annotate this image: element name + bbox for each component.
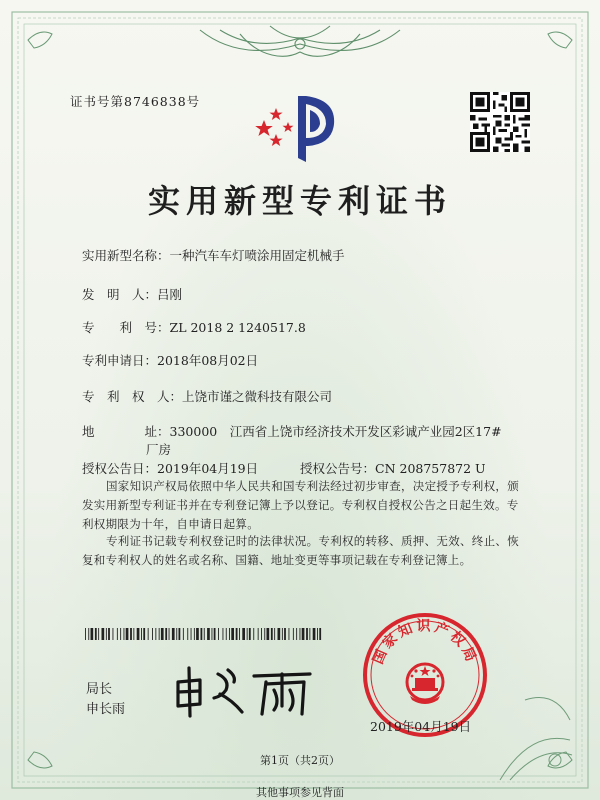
- field-value: ZL 2018 2 1240517.8: [169, 320, 306, 335]
- field-label: 实用新型名称：: [82, 248, 170, 263]
- address-line-2: 厂房: [146, 442, 172, 457]
- barcode-bar: [183, 628, 184, 640]
- field-value: 一种汽车车灯喷涂用固定机械手: [169, 248, 345, 263]
- barcode-bar: [141, 628, 142, 640]
- inventor-row: [82, 285, 182, 303]
- certificate-title: 实用新型专利证书: [147, 182, 452, 220]
- director-name: 申长雨: [86, 702, 126, 717]
- barcode-bar: [231, 628, 234, 640]
- field-value: 2018年08月02日: [157, 353, 259, 368]
- barcode-bar: [278, 628, 281, 640]
- barcode-bar: [120, 628, 121, 640]
- barcode-bar: [201, 628, 203, 640]
- barcode-bar: [249, 628, 251, 640]
- barcode-bar: [148, 628, 149, 640]
- barcode-bar: [152, 628, 153, 640]
- field-value: 吕刚: [157, 287, 183, 302]
- barcode-bar: [155, 628, 156, 640]
- barcode-bar: [126, 628, 129, 640]
- field-label: 授权公告日：: [82, 461, 158, 476]
- barcode-bar: [106, 628, 107, 640]
- patent-office-emblem-icon: [254, 86, 346, 166]
- barcode-bar: [98, 628, 99, 640]
- barcode-bar: [88, 628, 89, 640]
- patentee-row: [82, 387, 332, 405]
- field-label: 授权公告号：: [300, 461, 376, 476]
- barcode-bar: [236, 628, 238, 640]
- barcode-bar: [247, 628, 248, 640]
- barcode-bar: [91, 628, 94, 640]
- barcode-bar: [176, 628, 177, 640]
- barcode-bar: [309, 628, 310, 640]
- barcode-bar: [108, 628, 110, 640]
- barcode-bar: [187, 628, 188, 640]
- page-number: 第1页（共2页）: [260, 754, 340, 767]
- barcode-bar: [239, 628, 240, 640]
- barcode-bar: [226, 628, 227, 640]
- seal-text: 国家知识产权局: [370, 618, 480, 667]
- barcode-bar: [137, 628, 140, 640]
- barcode-bar: [284, 628, 286, 640]
- barcode-bar: [212, 628, 213, 640]
- barcode-bar: [282, 628, 283, 640]
- barcode-bar: [102, 628, 105, 640]
- barcode-bar: [172, 628, 175, 640]
- seal-date: 2019年04月19日: [370, 719, 472, 734]
- barcode-bar: [289, 628, 290, 640]
- field-value: 上饶市谨之微科技有限公司: [182, 389, 333, 404]
- barcode-bar: [271, 628, 273, 640]
- address-row: [82, 422, 502, 440]
- barcode-bar: [242, 628, 245, 640]
- field-label: 专 利 权 人：: [82, 389, 183, 404]
- field-label: 专利申请日：: [82, 353, 158, 368]
- barcode-bar: [296, 628, 297, 640]
- barcode-bar: [261, 628, 262, 640]
- grant-statement-paragraph: 国家知识产权局依照中华人民共和国专利法经过初步审查，决定授予专利权，颁发实用新型专利证书并在专利登记簿上予以登记。专利权自授权公告之日起生效。专利权期限为十年，自申请日起算。: [82, 479, 519, 531]
- barcode-bar: [204, 628, 205, 640]
- barcode-bar: [143, 628, 145, 640]
- barcode-bar: [223, 628, 224, 640]
- legal-status-paragraph: 专利证书记载专利权登记时的法律状况。专利权的转移、质押、无效、终止、恢复和专利权人的姓名或名称、国籍、地址变更等事项记载在专利登记簿上。: [82, 534, 519, 567]
- barcode-bar: [317, 628, 318, 640]
- barcode-bar: [274, 628, 275, 640]
- barcode-bar: [95, 628, 97, 640]
- barcode-bar: [300, 628, 301, 640]
- barcode-bar: [161, 628, 164, 640]
- utility-model-name-row: [82, 246, 345, 264]
- barcode-bar: [85, 628, 86, 640]
- barcode-bar: [159, 628, 160, 640]
- field-value: 330000 江西省上饶市经济技术开发区彩诚产业园2区17#: [169, 424, 502, 439]
- barcode-bar: [306, 628, 308, 640]
- top-ornament: [200, 26, 400, 56]
- barcode-bar: [267, 628, 270, 640]
- barcode-bar: [253, 628, 254, 640]
- patent-number-row: [82, 318, 306, 336]
- national-emblem-icon: [407, 664, 443, 704]
- field-value: 2019年04月19日: [157, 461, 259, 476]
- field-value: CN 208757872 U: [375, 461, 486, 476]
- barcode-bar: [113, 628, 114, 640]
- grant-date-row: [82, 459, 258, 477]
- back-note: 其他事项参见背面: [256, 786, 344, 799]
- barcode-bar: [319, 628, 321, 640]
- certificate-number: 证书号第8746838号: [70, 94, 201, 109]
- barcode-bar: [191, 628, 192, 640]
- barcode-bar: [169, 628, 170, 640]
- barcode-bar: [214, 628, 216, 640]
- barcode-bar: [293, 628, 294, 640]
- barcode-bar: [124, 628, 125, 640]
- barcode-bar: [165, 628, 167, 640]
- barcode-bar: [179, 628, 181, 640]
- director-signature: [170, 660, 320, 720]
- field-label: 专 利 号：: [82, 320, 170, 335]
- barcode-bar: [196, 628, 199, 640]
- director-title: 局长: [86, 682, 113, 697]
- barcode-bar: [207, 628, 210, 640]
- barcode: [85, 628, 325, 640]
- grant-number-row: [300, 459, 486, 477]
- barcode-bar: [302, 628, 305, 640]
- barcode-bar: [264, 628, 265, 640]
- barcode-bar: [130, 628, 132, 640]
- barcode-bar: [229, 628, 230, 640]
- barcode-bar: [313, 628, 316, 640]
- qr-code: [470, 92, 530, 152]
- barcode-bar: [133, 628, 134, 640]
- barcode-bar: [258, 628, 259, 640]
- barcode-bar: [194, 628, 195, 640]
- barcode-bar: [117, 628, 118, 640]
- field-label: 地 址：: [82, 424, 170, 439]
- filing-date-row: [82, 351, 258, 369]
- barcode-bar: [218, 628, 219, 640]
- svg-text:国家知识产权局: [369, 618, 479, 667]
- field-label: 发 明 人：: [82, 287, 158, 302]
